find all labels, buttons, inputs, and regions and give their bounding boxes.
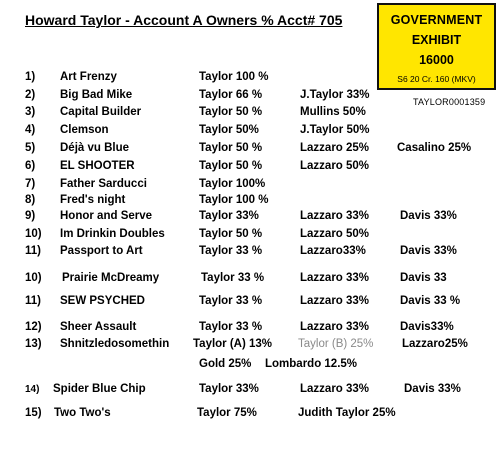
owner-row (0, 106, 500, 122)
owner-share-3: Davis33% (400, 321, 454, 333)
owner-share-lombardo: Lombardo 12.5% (265, 358, 358, 370)
owner-share-3: Davis 33 % (400, 295, 461, 307)
owner-share-2: Lazzaro33% (300, 245, 366, 257)
owner-share-2: J.Taylor 33% (300, 89, 370, 101)
owner-share-1: Taylor 100% (199, 178, 266, 190)
row-number: 3) (25, 106, 36, 118)
row-number: 10) (25, 272, 42, 284)
owner-share-1: Taylor 50 % (199, 160, 263, 172)
horse-name: SEW PSYCHED (60, 295, 145, 307)
horse-name: Art Frenzy (60, 71, 117, 83)
row-number: 15) (25, 407, 42, 419)
horse-name: Clemson (60, 124, 109, 136)
owner-share-1: Taylor 33% (199, 210, 259, 222)
row-number: 4) (25, 124, 36, 136)
row-number: 6) (25, 160, 36, 172)
owner-share-1: Taylor 50 % (199, 106, 263, 118)
exhibit-line-2: EXHIBIT (411, 33, 462, 47)
row-number: 11) (25, 245, 41, 257)
horse-name: Prairie McDreamy (62, 272, 160, 284)
owner-row (0, 228, 500, 244)
horse-name: Honor and Serve (60, 210, 153, 222)
row-number: 9) (25, 210, 36, 222)
owner-share-2: Lazzaro 33% (300, 210, 370, 222)
owner-share-1: Taylor 33 % (201, 272, 265, 284)
owner-share-3: Davis 33 (400, 272, 447, 284)
row-number: 12) (25, 321, 42, 333)
owner-share-2: Mullins 50% (300, 106, 366, 118)
row-number: 7) (25, 178, 36, 190)
bates-number: TAYLOR0001359 (413, 97, 486, 107)
document-title: Howard Taylor - Account A Owners % Acct# 705 (25, 12, 343, 28)
owner-row (0, 245, 500, 261)
owner-share-2: Taylor (B) 25% (298, 338, 374, 350)
owner-share-2: Lazzaro 50% (300, 160, 370, 172)
exhibit-number: 16000 (419, 53, 454, 67)
owner-share-1: Taylor 50% (199, 124, 259, 136)
owner-row (0, 272, 500, 288)
owner-share-3: Casalino 25% (397, 142, 472, 154)
owner-row (0, 407, 500, 423)
owner-share-3: Lazzaro25% (402, 338, 468, 350)
owner-share-2: Lazzaro 33% (300, 295, 370, 307)
owner-row (0, 295, 500, 311)
owner-row (0, 210, 500, 226)
owner-share-1: Taylor 33 % (199, 245, 263, 257)
owner-share-3: Davis 33% (404, 383, 461, 395)
owner-share-3: Davis 33% (400, 245, 457, 257)
owner-share-3: Davis 33% (400, 210, 457, 222)
row-number: 10) (25, 228, 42, 240)
owner-share-1: Taylor 33 % (199, 295, 263, 307)
owner-share-2: J.Taylor 50% (300, 124, 370, 136)
horse-name: Big Bad Mike (60, 89, 133, 101)
owner-share-1: Taylor 50 % (199, 228, 263, 240)
owner-share-2: Lazzaro 50% (300, 228, 370, 240)
owner-row (0, 89, 500, 105)
owner-row (0, 142, 500, 158)
owner-share-2: Lazzaro 33% (300, 321, 370, 333)
owner-share-1: Taylor 75% (197, 407, 257, 419)
owner-share-1: Taylor 33 % (199, 321, 263, 333)
row-number: 11) (25, 295, 41, 307)
owner-row (0, 124, 500, 140)
horse-name: Spider Blue Chip (53, 383, 146, 395)
owner-row (0, 383, 500, 399)
owner-share-gold: Gold 25% (199, 358, 252, 370)
owner-share-1: Taylor 100 % (199, 71, 269, 83)
horse-name: Sheer Assault (60, 321, 137, 333)
horse-name: Im Drinkin Doubles (60, 228, 165, 240)
owner-row (0, 194, 500, 210)
row-number: 1) (25, 71, 36, 83)
horse-name: Fred's night (60, 194, 126, 206)
owner-share-1: Taylor 66 % (199, 89, 263, 101)
owner-share-1: Taylor 50 % (199, 142, 263, 154)
owner-row (0, 160, 500, 176)
owner-share-1: Taylor 100 % (199, 194, 269, 206)
horse-name: Two Two's (54, 407, 111, 419)
horse-name: Déjà vu Blue (60, 142, 130, 154)
horse-name: Passport to Art (60, 245, 143, 257)
row-number: 5) (25, 142, 36, 154)
horse-name: Father Sarducci (60, 178, 147, 190)
owner-share-2: Judith Taylor 25% (298, 407, 396, 419)
owner-share-2: Lazzaro 33% (300, 272, 370, 284)
horse-name: Capital Builder (60, 106, 142, 118)
owner-share-2: Lazzaro 25% (300, 142, 370, 154)
row-number: 2) (25, 89, 36, 101)
horse-name: Shnitzledosomethin (60, 338, 170, 350)
owner-share-1: Taylor (A) 13% (193, 338, 273, 350)
row-number: 13) (25, 338, 42, 350)
owner-row (0, 71, 500, 87)
owner-share-2: Lazzaro 33% (300, 383, 370, 395)
owner-row (0, 321, 500, 337)
owner-share-1: Taylor 33% (199, 383, 259, 395)
owner-row (0, 338, 500, 354)
row-number: 14) (25, 384, 40, 395)
exhibit-case-number: S6 20 Cr. 160 (MKV) (397, 74, 476, 84)
exhibit-line-1: GOVERNMENT (390, 13, 483, 27)
row-number: 8) (25, 194, 36, 206)
owner-row (0, 178, 500, 194)
horse-name: EL SHOOTER (60, 160, 135, 172)
